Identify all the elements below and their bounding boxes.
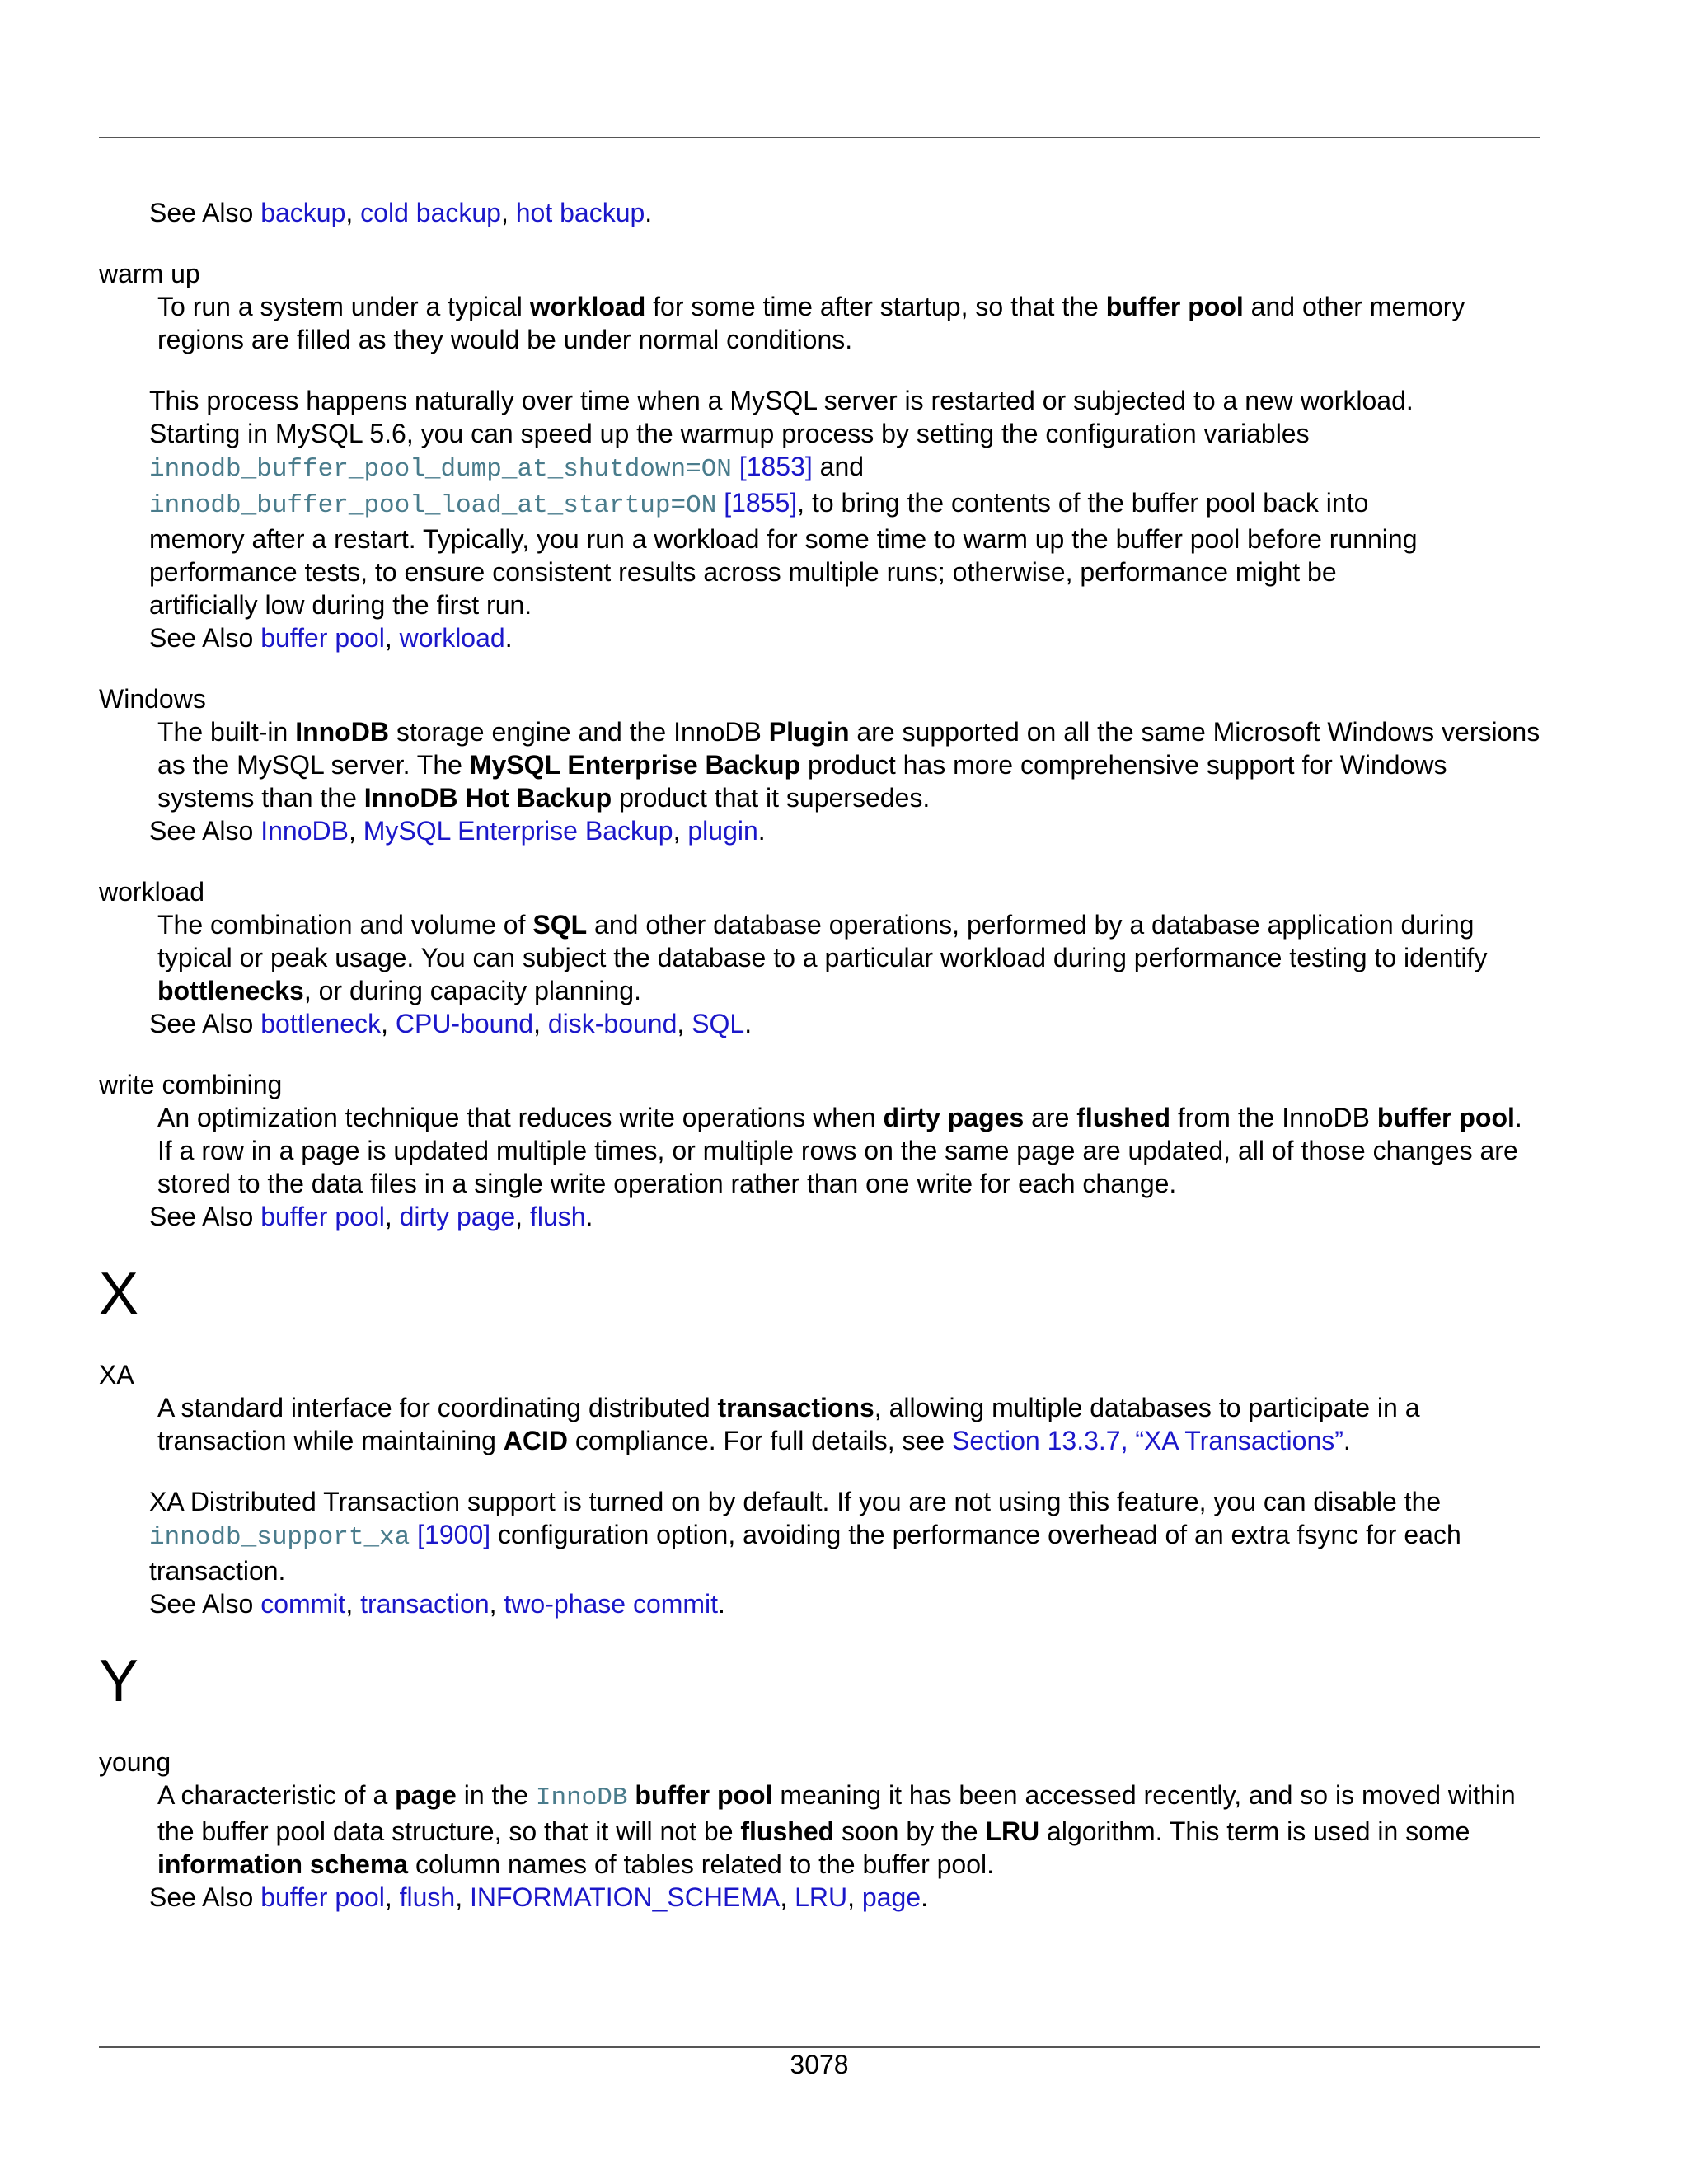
see-also-line: See Also buffer pool, workload. <box>149 623 513 653</box>
link-bottleneck[interactable]: bottleneck <box>260 1009 382 1038</box>
see-also-line: See Also commit, transaction, two-phase commit. <box>149 1589 725 1619</box>
link-lru[interactable]: LRU <box>795 1882 848 1912</box>
entry-warm-up <box>99 257 1543 654</box>
link-innodb-support-xa[interactable]: innodb_support_xa <box>149 1523 410 1552</box>
definition-paragraph: The built-in InnoDB storage engine and the InnoDB Plugin are supported on all the same Microsoft Windows versions as the MySQL server. The MySQL Enterprise Backup product has more comprehensive support for Windows systems than the InnoDB Hot Backup product that it supersedes. <box>157 717 1540 813</box>
link-page-ref-1855[interactable]: [1855] <box>724 488 798 518</box>
see-also-line: See Also backup, cold backup, hot backup. <box>149 198 653 227</box>
link-section-xa-transactions[interactable]: Section 13.3.7, “XA Transactions” <box>951 1426 1343 1455</box>
term-workload: workload <box>99 877 205 907</box>
link-information-schema[interactable]: INFORMATION_SCHEMA <box>470 1882 781 1912</box>
entry-workload <box>99 875 1543 1040</box>
link-hot-backup[interactable]: hot backup <box>515 198 645 227</box>
see-also-line: See Also bottleneck, CPU-bound, disk-bound, SQL. <box>149 1009 753 1038</box>
header-rule <box>99 137 1540 138</box>
entry-write-combining <box>99 1068 1543 1233</box>
glossary-content <box>99 196 1543 1942</box>
page-number: 3078 <box>790 2050 849 2079</box>
link-innodb-buffer-pool-load-at-startup[interactable]: innodb_buffer_pool_load_at_startup=ON <box>149 491 717 520</box>
term-young: young <box>99 1747 171 1777</box>
link-sql[interactable]: SQL <box>692 1009 745 1038</box>
top-see-also <box>149 196 1543 229</box>
entry-young <box>99 1746 1543 1914</box>
link-flush[interactable]: flush <box>399 1882 456 1912</box>
link-transaction[interactable]: transaction <box>360 1589 490 1619</box>
link-innodb-buffer-pool-dump-at-shutdown[interactable]: innodb_buffer_pool_dump_at_shutdown=ON <box>149 455 732 484</box>
link-buffer-pool[interactable]: buffer pool <box>260 1882 385 1912</box>
link-mysql-enterprise-backup[interactable]: MySQL Enterprise Backup <box>363 816 673 846</box>
entry-xa <box>99 1358 1543 1620</box>
link-two-phase-commit[interactable]: two-phase commit <box>504 1589 719 1619</box>
link-workload[interactable]: workload <box>399 623 505 653</box>
link-buffer-pool[interactable]: buffer pool <box>260 623 385 653</box>
entry-windows <box>99 682 1543 847</box>
link-page-ref-1853[interactable]: [1853] <box>738 452 813 481</box>
see-also-line: See Also buffer pool, dirty page, flush. <box>149 1202 593 1231</box>
link-flush[interactable]: flush <box>529 1202 586 1231</box>
link-dirty-page[interactable]: dirty page <box>399 1202 516 1231</box>
definition-paragraph: A characteristic of a page in the InnoDB buffer pool meaning it has been accessed recently, and so is moved within the buffer pool data structure, so that it will not be flushed soon by the LRU algorithm. This term is used in some information schema column names of tables related to the buffer pool. <box>157 1780 1516 1879</box>
definition-paragraph: A standard interface for coordinating distributed transactions, allowing multiple databases to participate in a transaction while maintaining ACID compliance. For full details, see Section 13.3.7, “XA Transactions”. <box>157 1393 1420 1455</box>
link-cold-backup[interactable]: cold backup <box>360 198 501 227</box>
term-write-combining: write combining <box>99 1070 283 1099</box>
see-also-line: See Also buffer pool, flush, INFORMATION_SCHEMA, LRU, page. <box>149 1882 928 1912</box>
term-xa: XA <box>99 1360 134 1390</box>
term-windows: Windows <box>99 684 206 714</box>
term-warm-up: warm up <box>99 259 200 288</box>
definition-paragraph: An optimization technique that reduces write operations when dirty pages are flushed from the InnoDB buffer pool. If a row in a page is updated multiple times, or multiple rows on the same page are updated, all of those changes are stored to the data files in a single write operation rather than one write for each change. <box>157 1103 1522 1198</box>
link-backup[interactable]: backup <box>260 198 346 227</box>
detail-paragraph: XA Distributed Transaction support is turned on by default. If you are not using this feature, you can disable the innodb_support_xa [1900] configuration option, avoiding the performance overhead of an extra fsync for each transaction. <box>149 1487 1461 1586</box>
link-buffer-pool[interactable]: buffer pool <box>260 1202 385 1231</box>
link-page[interactable]: page <box>861 1882 921 1912</box>
link-plugin[interactable]: plugin <box>687 816 758 846</box>
definition-paragraph: The combination and volume of SQL and other database operations, performed by a database application during typical or peak usage. You can subject the database to a particular workload during performance testing to identify bottlenecks, or during capacity planning. <box>157 910 1488 1005</box>
section-letter-x: X <box>99 1261 139 1327</box>
detail-paragraph: This process happens naturally over time when a MySQL server is restarted or subjected to a new workload. Starting in MySQL 5.6, you can speed up the warmup process by setting the configuration variables innodb_buffer_pool_dump_at_shutdown=ON [1853] and innodb_buffer_pool_load_at_startup=ON [1855], to bring the contents of the buffer pool back into memory after a restart. Typically, you run a workload for some time to warm up the buffer pool before running performance tests, to ensure consistent results across multiple runs; otherwise, performance might be artificially low during the first run. <box>149 386 1418 620</box>
code-innodb: InnoDB <box>535 1783 628 1812</box>
definition-paragraph: To run a system under a typical workload for some time after startup, so that the buffer pool and other memory regions are filled as they would be under normal conditions. <box>157 292 1465 354</box>
link-cpu-bound[interactable]: CPU-bound <box>395 1009 534 1038</box>
link-page-ref-1900[interactable]: [1900] <box>417 1520 491 1549</box>
link-disk-bound[interactable]: disk-bound <box>547 1009 678 1038</box>
link-commit[interactable]: commit <box>260 1589 346 1619</box>
see-also-line: See Also InnoDB, MySQL Enterprise Backup, plugin. <box>149 816 766 846</box>
link-innodb[interactable]: InnoDB <box>260 816 349 846</box>
section-letter-y: Y <box>99 1648 139 1714</box>
